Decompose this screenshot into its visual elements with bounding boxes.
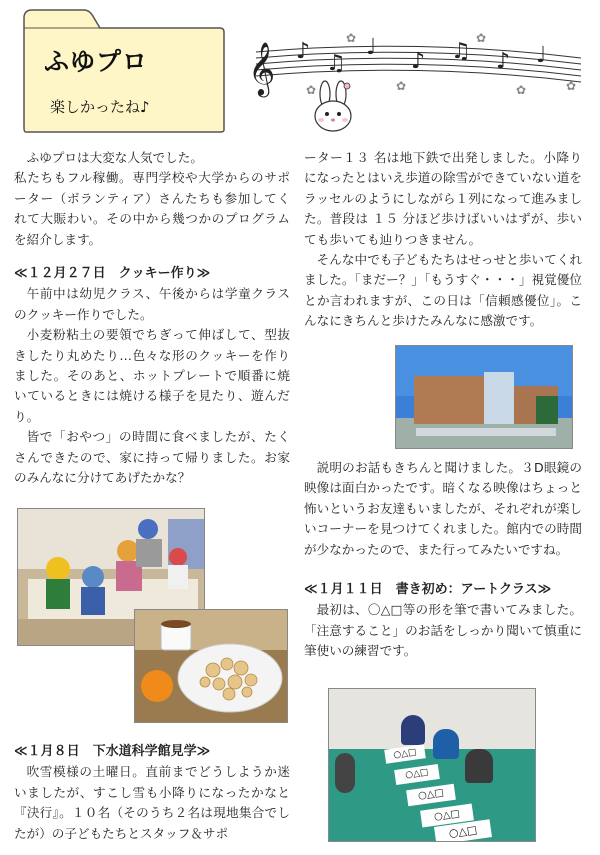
- calligraphy-heading: ≪１月１１日 書き初め：アートクラス≫: [304, 582, 552, 598]
- calligraphy-sheet: ○△□: [434, 819, 492, 842]
- bunny-icon: [305, 80, 361, 136]
- sewer-museum-continued: ーター１３ 名は地下鉄で出発しました。小降りになったとはいえ歩道の除雪ができていない道をラッセルのようにしながら１列になって進みました。普段は １５ 分ほど歩けばいいはずが、歩いても歩いても辿りつきません。: [304, 150, 582, 247]
- calligraphy-sheet: ○△□: [394, 764, 440, 785]
- svg-text:✿: ✿: [306, 83, 317, 97]
- music-staff-decoration: [246, 28, 586, 120]
- svg-text:♩: ♩: [536, 43, 547, 68]
- svg-text:♫: ♫: [326, 51, 346, 76]
- left-column-top: [14, 148, 290, 489]
- svg-text:♪: ♪: [411, 49, 426, 74]
- cookie-paragraph: 小麦粉粘土の要領でちぎって伸ばして、型抜きしたり丸めたり…色々な形のクッキーを作りました。そのあと、ホットプレートで順番に焼いているときには焼ける様子を見たり、遊んだり。: [14, 327, 290, 424]
- page-title: ふゆプロ: [44, 47, 149, 76]
- sewer-museum-heading: ≪１月８日 下水道科学館見学≫: [14, 744, 211, 759]
- svg-text:♪: ♪: [496, 49, 511, 74]
- calligraphy-sheet: ○△□: [406, 784, 456, 807]
- museum-explanation-paragraph: 説明のお話もきちんと聞けました。３D眼鏡の映像は面白かったです。暗くなる映像はちょっと怖いというお友達もいましたが、それぞれが楽しいコーナーを見つけてくれました。館内での時間が少なかったので、また行ってみたいですね。: [304, 460, 582, 557]
- svg-text:♩: ♩: [366, 35, 377, 60]
- calligraphy-sheet: ○△□: [420, 803, 474, 827]
- child-figure: [433, 729, 459, 759]
- calligraphy-sheet: ○△□: [384, 744, 426, 763]
- svg-text:✿: ✿: [396, 79, 407, 93]
- svg-text:♫: ♫: [451, 39, 471, 64]
- intro-paragraph: 私たちもフル稼働。専門学校や大学からのサポーター（ボランティア）さんたちも参加してくれて大賑わい。その中から幾つかのプログラムを紹介します。: [14, 170, 290, 247]
- svg-text:✿: ✿: [566, 79, 577, 93]
- calligraphy-class-photo: [328, 688, 536, 842]
- child-figure: [401, 715, 425, 745]
- cookie-heading: ≪１２月２７日 クッキー作り≫: [14, 266, 211, 282]
- calligraphy-paragraph: 最初は、〇△□等の形を筆で書いてみました。「注意すること」のお話をしっかり聞いて慎重に筆使いの練習です。: [304, 602, 582, 659]
- right-column-middle: [304, 458, 582, 662]
- child-figure: [335, 753, 355, 793]
- sewer-museum-continued: そんな中でも子どもたちはせっせと歩いてくれました。「まだー？」「もうすぐ・・・」視覚優位とか言われますが、この日は「信頼感優位」。こんなにきちんと歩けたみんなに感激です。: [304, 252, 582, 329]
- svg-text:✿: ✿: [516, 83, 527, 97]
- left-column-bottom: [14, 742, 290, 844]
- sewer-museum-paragraph: 吹雪模様の土曜日。直前までどうしようか迷いましたが、すこし雪も小降りになったかなと『決行』。１０名（そのうち２名は現地集合でしたが）の子どもたちとスタッフ＆サポ: [14, 764, 290, 841]
- svg-text:✿: ✿: [346, 31, 357, 45]
- intro-line: ふゆプロは大変な人気でした。: [26, 150, 203, 165]
- photo-wall: [329, 689, 535, 749]
- svg-text:𝄞: 𝄞: [248, 41, 276, 95]
- right-column-top: [304, 148, 582, 332]
- cookies-plate-photo: [134, 609, 288, 723]
- child-figure: [465, 749, 493, 783]
- svg-text:♪: ♪: [296, 39, 311, 64]
- cookie-paragraph: 皆で「おやつ」の時間に食べましたが、たくさんできたので、家に持って帰りました。お家のみんなに分けてあげたかな？: [14, 429, 290, 486]
- page-subtitle: 楽しかったね♪: [50, 98, 150, 116]
- museum-building-photo: [395, 345, 573, 449]
- cookie-paragraph: 午前中は幼児クラス、午後からは学童クラスのクッキー作りでした。: [14, 286, 290, 322]
- svg-text:✿: ✿: [476, 31, 487, 45]
